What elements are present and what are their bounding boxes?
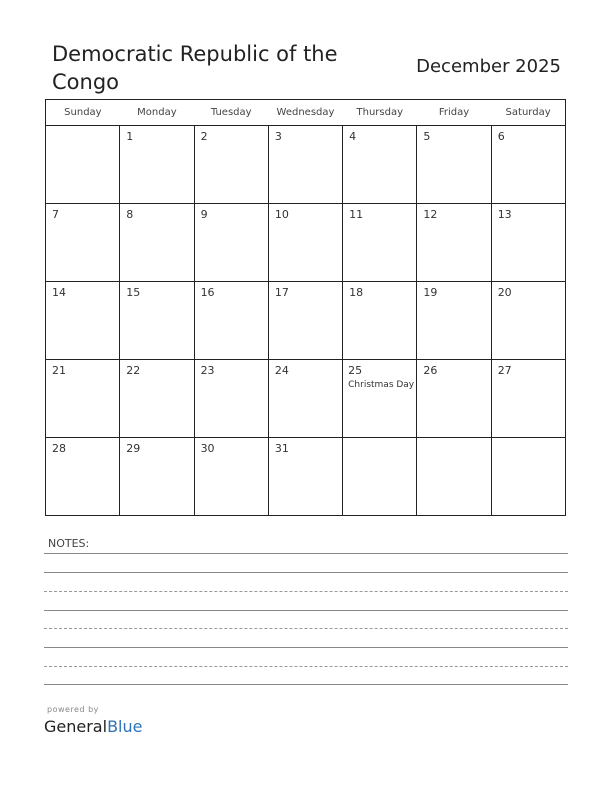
notes-line [44, 684, 568, 685]
calendar-day-cell [194, 204, 268, 282]
calendar-day-cell [194, 282, 268, 360]
calendar-day-cell [491, 282, 565, 360]
day-number [343, 438, 416, 442]
calendar-day-cell [120, 360, 194, 438]
calendar-day-cell [120, 438, 194, 516]
day-number: 22 [126, 364, 141, 377]
calendar-country-title: Democratic Republic of the Congo [52, 42, 338, 94]
day-number: 10 [274, 208, 289, 221]
day-number: 11 [349, 208, 364, 221]
calendar-day-cell [194, 360, 268, 438]
generalblue-logo [44, 717, 142, 736]
calendar-day-cell [194, 126, 268, 204]
calendar-day-cell [46, 204, 120, 282]
calendar-day-cell [343, 282, 417, 360]
weekday-header: Sunday [46, 100, 120, 126]
day-number: 26 [423, 364, 438, 377]
calendar-day-cell [194, 438, 268, 516]
calendar-day-cell [46, 126, 120, 204]
day-number: 7 [52, 208, 59, 221]
calendar-day-cell [268, 438, 342, 516]
calendar-week-row [46, 282, 566, 360]
day-number: 16 [200, 286, 215, 299]
day-number: 6 [497, 130, 505, 143]
day-number: 29 [126, 442, 141, 455]
calendar-day-cell [417, 126, 491, 204]
day-number: 25 [348, 364, 363, 377]
calendar-day-cell [343, 360, 417, 438]
calendar-day-cell [417, 282, 491, 360]
calendar-day-cell [491, 126, 565, 204]
day-number: 20 [497, 286, 512, 299]
powered-by-text: powered by [47, 705, 99, 714]
calendar-week-row [46, 438, 566, 516]
calendar-day-cell [343, 438, 417, 516]
calendar-day-cell [120, 204, 194, 282]
day-number: 3 [274, 130, 282, 143]
calendar-day-cell [268, 360, 342, 438]
day-number [492, 438, 565, 442]
calendar-week-row [46, 360, 566, 438]
day-number: 27 [497, 364, 512, 377]
calendar-week-row [46, 126, 566, 204]
weekday-header: Saturday [491, 100, 565, 126]
weekday-header: Tuesday [194, 100, 268, 126]
notes-line [44, 591, 568, 592]
notes-line [44, 666, 568, 667]
notes-label: NOTES: [48, 537, 90, 550]
calendar-day-cell [46, 438, 120, 516]
holiday-label: Christmas Day [348, 380, 415, 390]
calendar-month-title: December 2025 [416, 56, 561, 77]
weekday-header: Thursday [343, 100, 417, 126]
calendar-day-cell [268, 126, 342, 204]
calendar-day-cell [120, 282, 194, 360]
day-number: 2 [200, 130, 208, 143]
calendar-day-cell [343, 204, 417, 282]
notes-line [44, 610, 568, 611]
weekday-header: Monday [120, 100, 194, 126]
weekday-header-row [46, 100, 566, 126]
day-number: 4 [349, 130, 357, 143]
notes-line [44, 553, 568, 554]
calendar-day-cell [46, 360, 120, 438]
weekday-header: Friday [417, 100, 491, 126]
day-number: 23 [200, 364, 215, 377]
day-number: 14 [52, 286, 66, 299]
calendar-day-cell [417, 204, 491, 282]
calendar-day-cell [120, 126, 194, 204]
calendar-grid [45, 99, 566, 516]
day-number: 28 [52, 442, 66, 455]
notes-line [44, 572, 568, 573]
calendar-day-cell [491, 438, 565, 516]
day-number: 19 [423, 286, 438, 299]
day-number: 8 [126, 208, 134, 221]
day-number: 12 [423, 208, 438, 221]
calendar-day-cell [268, 204, 342, 282]
day-number: 15 [126, 286, 141, 299]
calendar-day-cell [46, 282, 120, 360]
day-number: 21 [52, 364, 66, 377]
calendar-day-cell [491, 360, 565, 438]
day-number: 9 [200, 208, 208, 221]
calendar-day-cell [491, 204, 565, 282]
day-number: 24 [274, 364, 289, 377]
logo-blue-text: Blue [107, 717, 143, 736]
day-number [46, 126, 119, 130]
weekday-header: Wednesday [268, 100, 342, 126]
day-number: 17 [274, 286, 289, 299]
day-number [417, 438, 490, 442]
calendar-week-row [46, 204, 566, 282]
day-number: 30 [200, 442, 215, 455]
day-number: 13 [497, 208, 512, 221]
day-number: 5 [423, 130, 431, 143]
calendar-day-cell [268, 282, 342, 360]
day-number: 1 [126, 130, 134, 143]
calendar-day-cell [417, 438, 491, 516]
calendar-day-cell [417, 360, 491, 438]
day-number: 31 [274, 442, 289, 455]
day-number: 18 [349, 286, 364, 299]
notes-line [44, 647, 568, 648]
calendar-day-cell [343, 126, 417, 204]
notes-line [44, 628, 568, 629]
logo-general-text: General [44, 717, 108, 736]
